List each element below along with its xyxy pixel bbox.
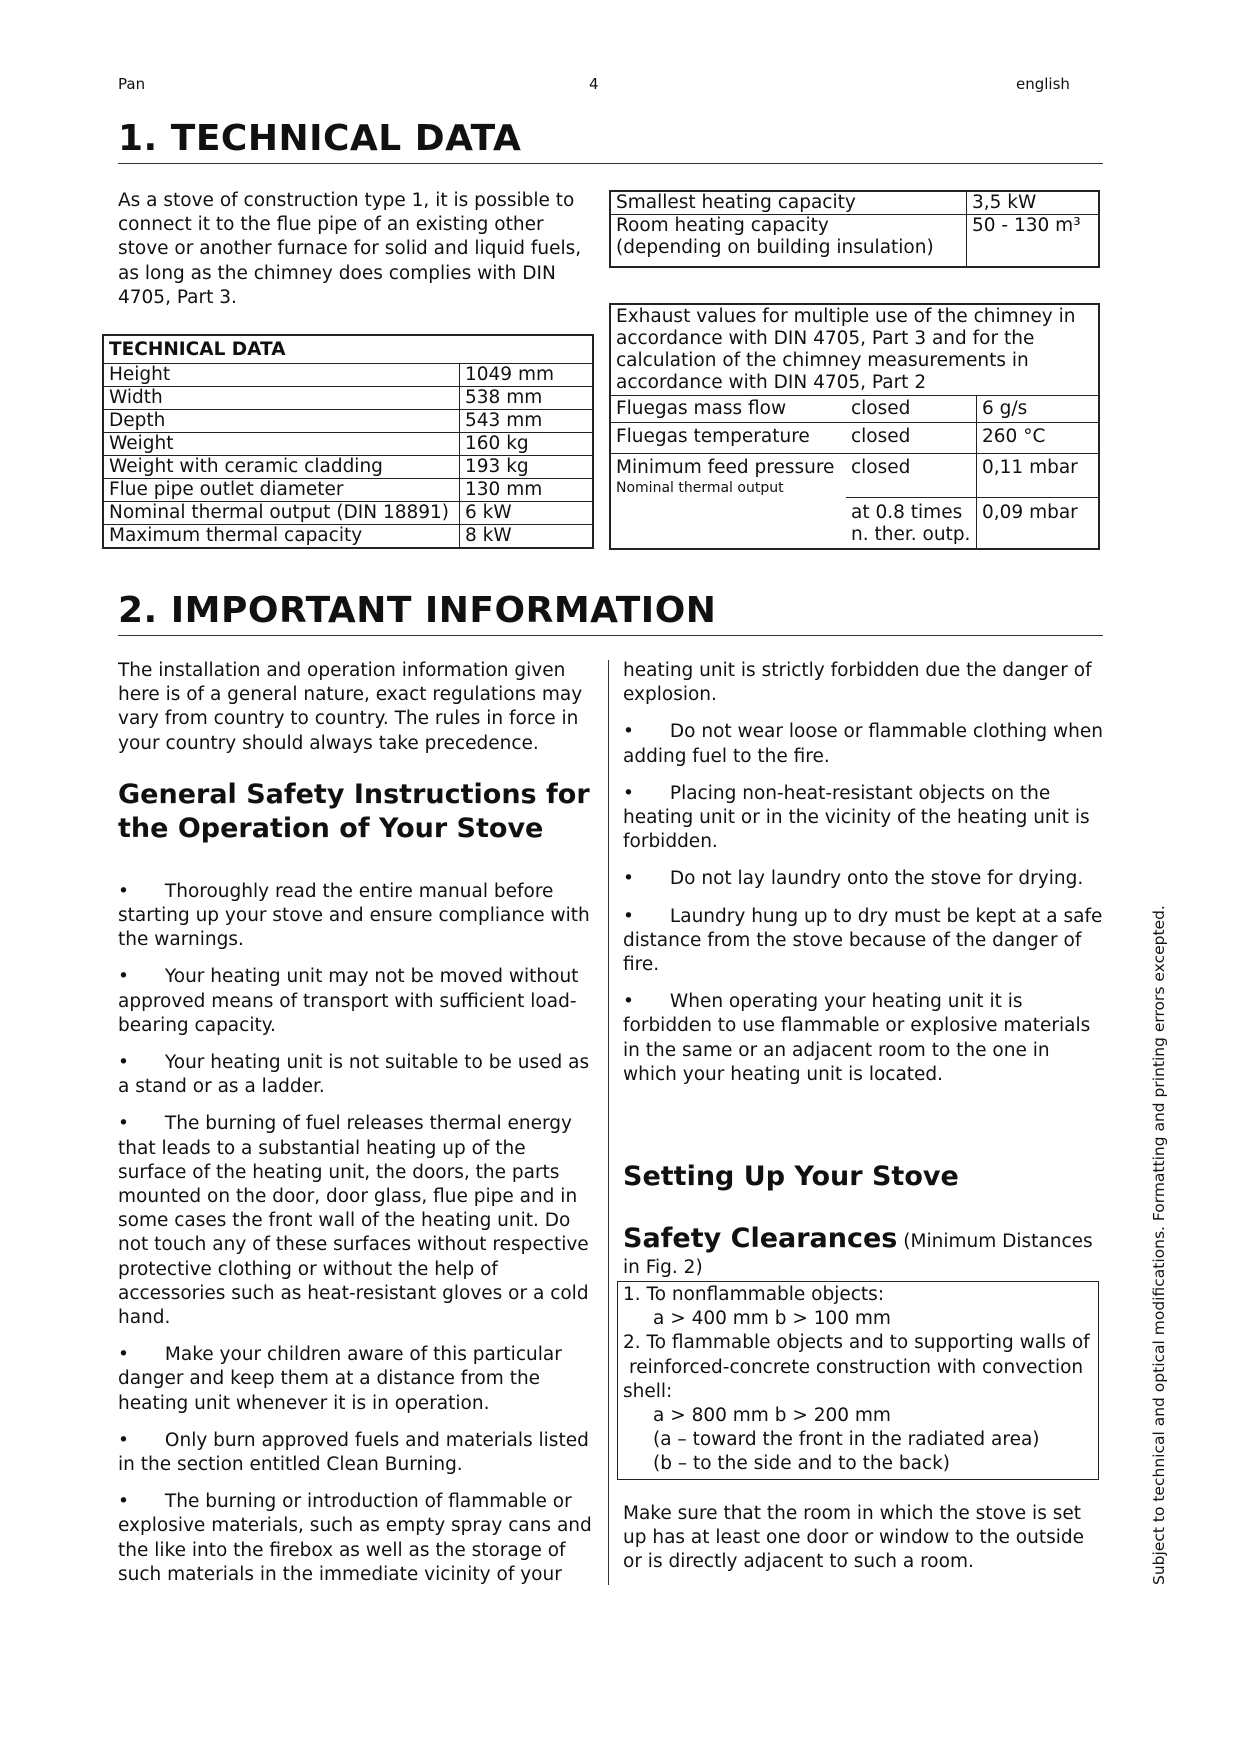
bullet-icon: • (623, 905, 634, 927)
section1-intro: As a stove of construction type 1, it is possible to connect it to the flue pipe of an existing other stove or another furnace for solid and liquid fuels, as long as the chimney does complies with DIN 4705, Part 3. (118, 190, 582, 308)
list-item: • When operating your heating unit it is forbidden to use flammable or explosive materials in the same or an adjacent room to the one in which your heating unit is located. (623, 991, 1091, 1085)
side-note: Subject to technical and optical modifications. Formatting and printing errors excepted. (1150, 905, 1168, 1585)
clearances-heading: Safety Clearances (623, 1223, 898, 1254)
technical-data-table-title: TECHNICAL DATA (103, 335, 593, 364)
bullet-icon: • (623, 721, 634, 743)
bullet-icon: • (118, 880, 129, 902)
list-item: • The burning of fuel releases thermal energy that leads to a substantial heating up of the surface of the heating unit, the doors, the parts mounted on the door, door glass, flue pipe and in some cases the front wall of the heating unit. Do not touch any of these surfaces without respective protective clothing or without the help of accessories such as heat-resistant gloves or a cold hand. (118, 1113, 589, 1329)
bullet-icon: • (118, 966, 129, 988)
table-row: Nominal thermal output (DIN 18891) 6 kW (103, 502, 593, 525)
capacity-table (609, 190, 1100, 268)
smallest-capacity-value: 3,5 kW (967, 191, 1100, 215)
table-row: Weight with ceramic cladding 193 kg (103, 456, 593, 479)
table-row: at 0.8 times n. ther. outp. 0,09 mbar (610, 497, 1099, 549)
list-item: • Only burn approved fuels and materials listed in the section entitled Clean Burning. (118, 1429, 589, 1476)
bullet-icon: • (118, 1429, 129, 1451)
list-item: • Your heating unit is not suitable to be used as a stand or as a ladder. (118, 1052, 590, 1098)
bullet-icon: • (118, 1113, 129, 1135)
bullet-icon: • (118, 1491, 129, 1513)
left-column (118, 659, 598, 1600)
table-row: Width 538 mm (103, 387, 593, 410)
list-item: • Do not wear loose or flammable clothing when adding fuel to the fire. (623, 721, 1103, 767)
bullet-icon: • (118, 1052, 129, 1074)
table-row: Fluegas temperature closed 260 °C (610, 423, 1099, 454)
page-number: 4 (589, 75, 599, 93)
section2-rule (118, 635, 1103, 636)
list-item: • Laundry hung up to dry must be kept at a safe distance from the stove because of the danger of fire. (623, 905, 1103, 976)
clearances-paragraph (623, 1222, 1105, 1280)
table-row: Fluegas mass flow closed 6 g/s (610, 396, 1099, 423)
room-capacity-label: Room heating capacity (616, 215, 829, 236)
continued-text: heating unit is strictly forbidden due the danger of explosion. (623, 660, 1092, 706)
list-item: • Do not lay laundry onto the stove for drying. (623, 868, 1084, 890)
bullet-icon: • (623, 991, 634, 1013)
room-capacity-value: 50 - 130 m³ (972, 215, 1081, 236)
clearances-note: (Minimum Distances in Fig. 2) (623, 1231, 1093, 1278)
section1-rule (118, 163, 1103, 164)
section1-title: 1. TECHNICAL DATA (118, 118, 522, 159)
safety-heading: General Safety Instructions for the Operation of Your Stove (118, 778, 590, 844)
setup-heading: Setting Up Your Stove (623, 1161, 959, 1192)
bullet-icon: • (118, 1344, 129, 1366)
table-row: Minimum feed pressure Nominal thermal output closed 0,11 mbar (610, 454, 1099, 498)
exhaust-values-table (609, 303, 1100, 550)
table-row: Flue pipe outlet diameter 130 mm (103, 479, 593, 502)
table-row: Depth 543 mm (103, 410, 593, 433)
list-item: • Placing non-heat-resistant objects on the heating unit or in the vicinity of the heating unit is forbidden. (623, 782, 1090, 853)
header-language: english (1016, 75, 1070, 93)
table-row: Maximum thermal capacity 8 kW (103, 525, 593, 549)
bullet-icon: • (623, 868, 634, 890)
list-item: • The burning or introduction of flammable or explosive materials, such as empty spray cans and the like into the firebox as well as the storage of such materials in the immediate vicinity of your (118, 1491, 592, 1585)
header-left: Pan (118, 75, 146, 93)
section2-title: 2. IMPORTANT INFORMATION (118, 590, 717, 631)
technical-data-table (102, 334, 594, 549)
column-divider (608, 660, 609, 1585)
table-row: Weight 160 kg (103, 433, 593, 456)
table-row: Height 1049 mm (103, 364, 593, 387)
list-item: • Make your children aware of this particular danger and keep them at a distance from the heating unit whenever it is in operation. (118, 1344, 562, 1414)
section2-intro: The installation and operation information given here is of a general nature, exact regulations may vary from country to country. The rules in force in your country should always take precedence. (118, 660, 583, 754)
bullet-icon: • (623, 782, 634, 804)
closing-paragraph: Make sure that the room in which the stove is set up has at least one door or window to the outside or is directly adjacent to such a room. (623, 1503, 1084, 1573)
smallest-capacity-label: Smallest heating capacity (610, 191, 967, 215)
clearances-box: 1. To nonflammable objects: a > 400 mm b > 100 mm 2. To flammable objects and to supporting walls of reinforced-concrete construction with convection shell: a > 800 mm b > 200 mm (a – toward the front in the radiated area) (b – to the side and to the back) (617, 1281, 1099, 1480)
list-item: • Thoroughly read the entire manual before starting up your stove and ensure compliance with the warnings. (118, 880, 590, 951)
right-column (623, 659, 1103, 1100)
list-item: • Your heating unit may not be moved without approved means of transport with sufficient load-bearing capacity. (118, 966, 579, 1036)
exhaust-intro: Exhaust values for multiple use of the chimney in accordance with DIN 4705, Part 3 and for the calculation of the chimney measurements in accordance with DIN 4705, Part 2 (610, 304, 1099, 396)
room-capacity-note: (depending on building insulation) (616, 237, 934, 258)
